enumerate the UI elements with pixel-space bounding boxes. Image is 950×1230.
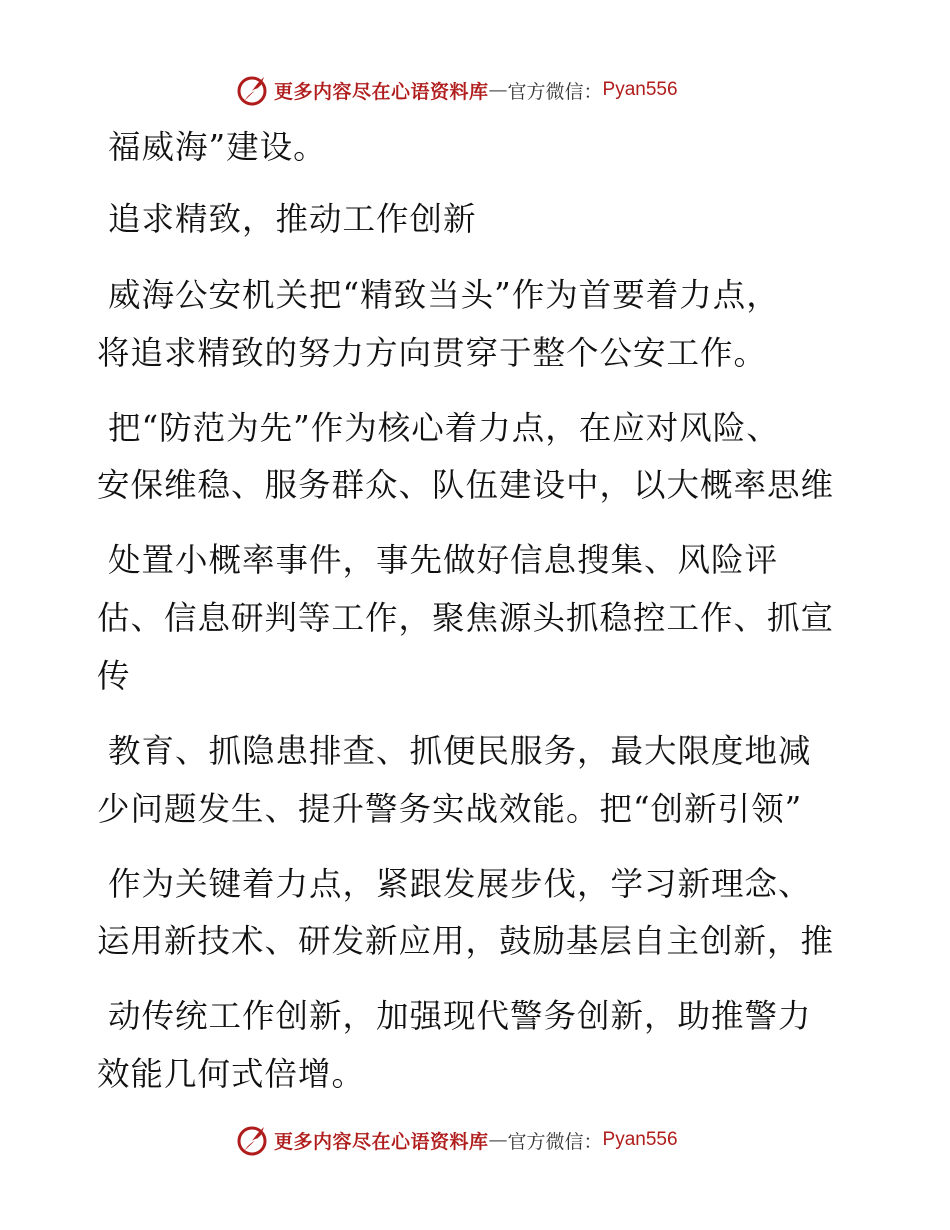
watermark-separator: —	[488, 79, 508, 101]
watermark-wechat-label: 官方微信：	[507, 1130, 603, 1153]
watermark-wechat-label: 官方微信：	[507, 80, 603, 103]
footer-watermark	[236, 1122, 678, 1158]
watermark-wechat-id: Pyan556	[602, 1129, 678, 1150]
watermark-brand: 更多内容尽在心语资料库	[274, 1130, 489, 1153]
text-line: 安保维稳、服务群众、队伍建设中，以大概率思维	[97, 466, 835, 504]
watermark-wechat-id: Pyan556	[602, 79, 678, 100]
watermark-brand: 更多内容尽在心语资料库	[274, 80, 489, 103]
text-line: 传	[97, 657, 131, 695]
section-heading: 追求精致，推动工作创新	[108, 200, 477, 238]
text-line: 估、信息研判等工作，聚焦源头抓稳控工作、抓宣	[97, 599, 835, 637]
text-line: 运用新技术、研发新应用，鼓励基层自主创新，推	[97, 922, 835, 960]
text-line: 少问题发生、提升警务实战效能。把“创新引领”	[97, 790, 803, 828]
text-line: 作为关键着力点，紧跟发展步伐，学习新理念、	[108, 865, 812, 903]
text-line: 动传统工作创新，加强现代警务创新，助推警力	[108, 997, 812, 1035]
text-line: 威海公安机关把“精致当头”作为首要着力点，	[108, 276, 780, 314]
text-line: 教育、抓隐患排查、抓便民服务，最大限度地减	[108, 732, 812, 770]
quill-logo-icon	[236, 1123, 270, 1157]
text-line: 处置小概率事件，事先做好信息搜集、风险评	[108, 541, 779, 579]
text-line: 把“防范为先”作为核心着力点，在应对风险、	[108, 409, 780, 447]
watermark-separator: —	[488, 1129, 508, 1151]
text-line: 将追求精致的努力方向贯穿于整个公安工作。	[97, 334, 768, 372]
header-watermark	[236, 72, 678, 108]
quill-logo-icon	[236, 73, 270, 107]
text-line: 福威海”建设。	[108, 128, 327, 166]
text-line: 效能几何式倍增。	[97, 1055, 366, 1093]
